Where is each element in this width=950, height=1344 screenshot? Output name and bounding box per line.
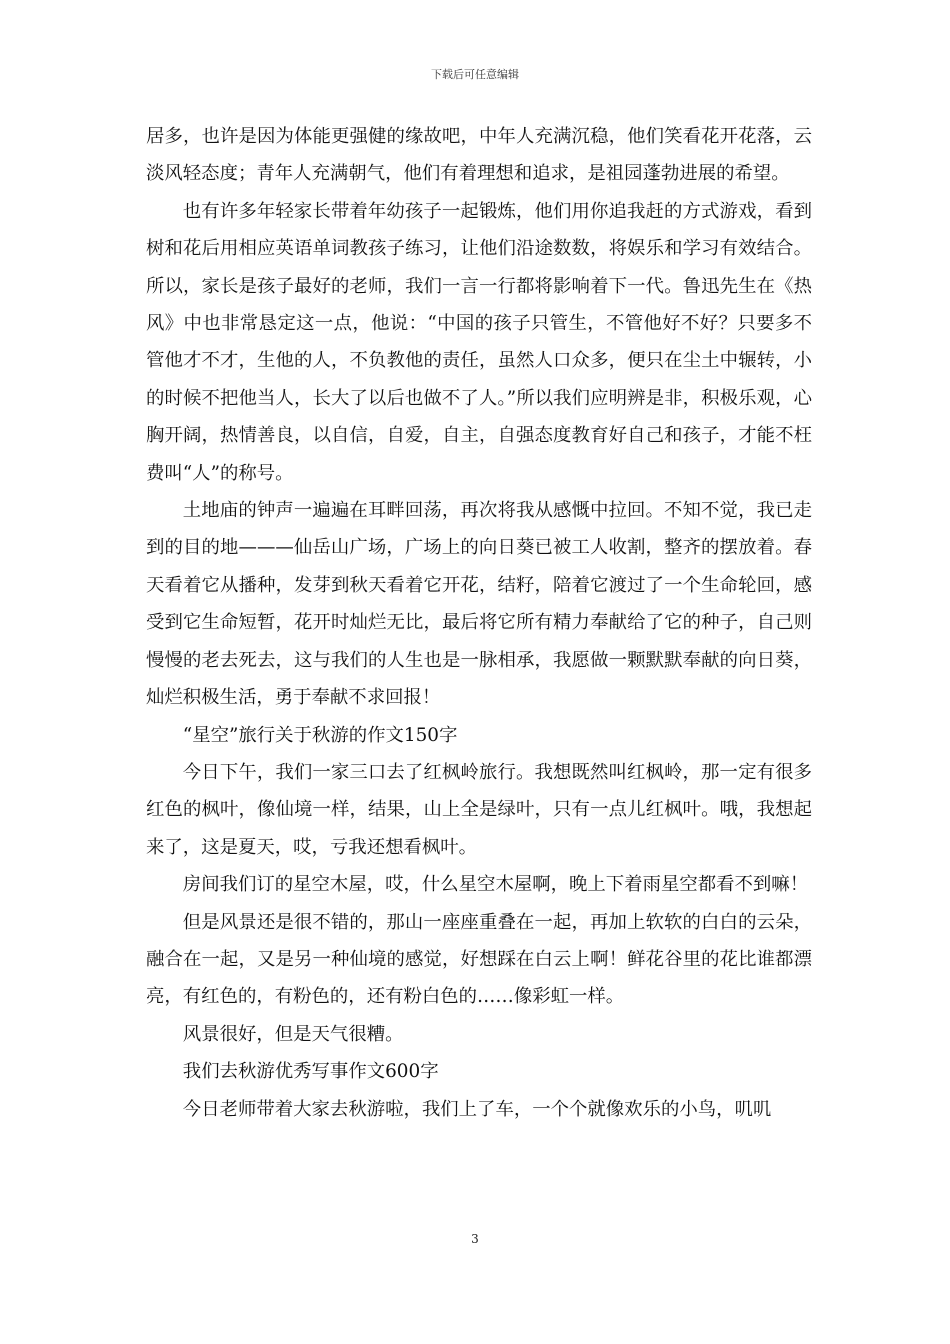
paragraph: 今日下午，我们一家三口去了红枫岭旅行。我想既然叫红枫岭，那一定有很多红色的枫叶，像仙境一样，结果，山上全是绿叶，只有一点儿红枫叶。哦，我想起来了，这是夏天，哎，亏我还想看枫叶。: [146, 761, 812, 858]
paragraph: 也有许多年轻家长带着年幼孩子一起锻炼，他们用你追我赶的方式游戏，看到树和花后用相应英语单词教孩子练习，让他们沿途数数，将娱乐和学习有效结合。所以，家长是孩子最好的老师，我们一言一行都将影响着下一代。鲁迅先生在《热风》中也非常恳定这一点，他说：“中国的孩子只管生，不管他好不好？只要多不管他才不才，生他的人，不负教他的责任，虽然人口众多，便只在尘土中辗转，小的时候不把他当人，长大了以后也做不了人。”所以我们应明辨是非，积极乐观，心胸开阔，热情善良，以自信，自爱，自主，自强态度教育好自己和孩子，才能不枉费叫“人”的称号。: [146, 200, 812, 484]
document-body: [146, 118, 812, 1128]
paragraph: 居多，也许是因为体能更强健的缘故吧，中年人充满沉稳，他们笑看花开花落，云淡风轻态度；青年人充满朝气，他们有着理想和追求，是祖园蓬勃进展的希望。: [146, 126, 812, 185]
paragraph: 但是风景还是很不错的，那山一座座重叠在一起，再加上软软的白白的云朵，融合在一起，又是另一种仙境的感觉，好想踩在白云上啊！鲜花谷里的花比谁都漂亮，有红色的，有粉色的，还有粉白色的……像彩虹一样。: [146, 911, 812, 1008]
paragraph: 今日老师带着大家去秋游啦，我们上了车，一个个就像欢乐的小鸟，叽叽: [182, 1098, 772, 1120]
section-title: “星空”旅行关于秋游的作文150字: [182, 724, 458, 746]
paragraph: 土地庙的钟声一遍遍在耳畔回荡，再次将我从感慨中拉回。不知不觉，我已走到的目的地———仙岳山广场，广场上的向日葵已被工人收割，整齐的摆放着。春天看着它从播种，发芽到秋天看着它开花，结籽，陪着它渡过了一个生命轮回，感受到它生命短暂，花开时灿烂无比，最后将它所有精力奉献给了它的种子，自己则慢慢的老去死去，这与我们的人生也是一脉相承，我愿做一颗默默奉献的向日葵，灿烂积极生活，勇于奉献不求回报！: [146, 500, 812, 709]
paragraph: 房间我们订的星空木屋，哎，什么星空木屋啊，晚上下着雨星空都看不到嘛！: [182, 874, 809, 896]
page-header: 下载后可任意编辑: [431, 68, 519, 81]
page-number: 3: [471, 1232, 479, 1246]
section-title: 我们去秋游优秀写事作文600字: [182, 1061, 439, 1083]
paragraph: 风景很好，但是天气很糟。: [182, 1023, 404, 1045]
